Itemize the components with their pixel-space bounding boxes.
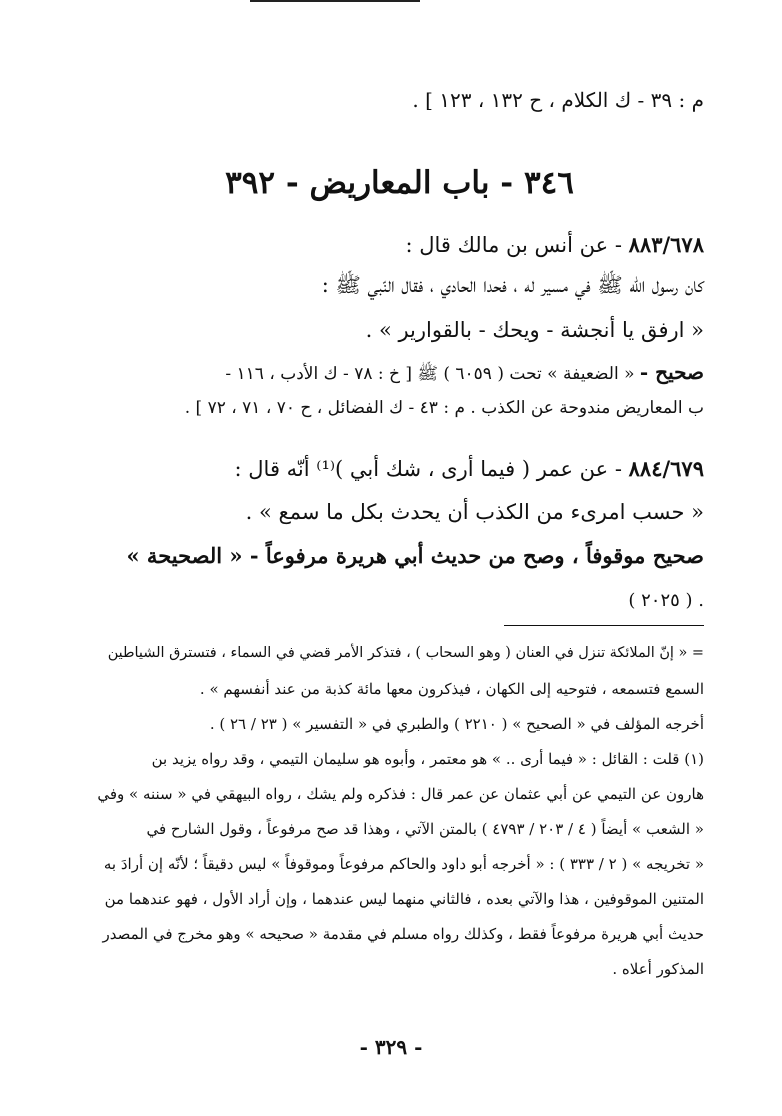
footnote-line: = « إنّ الملائكة تنزل في العنان ( وهو السحاب ) ، فتذكر الأمر قضي في السماء ، فتسترق الشياطين: [107, 645, 704, 661]
footnote-line: هارون عن التيمي عن أبي عثمان عن عمر قال : فذكره ولم يشك ، رواه البيهقي في « سننه » وفي: [97, 785, 704, 803]
hadith-2-intro: - عن عمر ( فيما أرى ، شك أبي )⁽¹⁾ أنّه قال :: [234, 457, 622, 481]
hadith-2-grade-line-2: . ( ٢٠٢٥ ): [628, 590, 704, 611]
footnote-line: المتنين الموقوفين ، هذا والآتي بعده ، فالثاني منهما ليس عندهما ، وإن أراد الأول ، فهو عندهما من: [104, 890, 704, 908]
reference-line: م : ٣٩ - ك الكلام ، ح ١٣٢ ، ١٢٣ ] .: [412, 88, 704, 112]
footnote-line: « الشعب » أيضاً ( ٤ / ٢٠٣ / ٤٧٩٣ ) بالمتن الآتي ، وهذا قد صح مرفوعاً ، وقول الشارح في: [146, 820, 704, 838]
hadith-2-grade-line-1: صحيح موقوفاً ، وصح من حديث أبي هريرة مرفوعاً - « الصحيحة »: [126, 543, 704, 568]
footnote-line: المذكور أعلاه .: [612, 960, 704, 978]
footnote-line: أخرجه المؤلف في « الصحيح » ( ٢٢١٠ ) والطبري في « التفسير » ( ٢٣ / ٢٦ ) .: [209, 715, 704, 733]
page-number: - ٣٢٩ -: [359, 1035, 423, 1059]
hadith-1-text-line-2: « ارفق يا أنجشة - ويحك - بالقوارير » .: [365, 318, 704, 342]
hadith-1-grade-line-1: [225, 360, 704, 388]
hadith-2-number: ٨٨٤/٦٧٩: [628, 456, 704, 481]
hadith-1-number: ٨٨٣/٦٧٨: [628, 232, 704, 257]
footnote-line: السمع فتسمعه ، فتوحيه إلى الكهان ، فيذكرون معها مائة كذبة من عند أنفسهم » .: [199, 680, 704, 698]
hadith-2-header: [235, 456, 704, 481]
footnote-line: حديث أبي هريرة مرفوعاً فقط ، وكذلك رواه مسلم في مقدمة « صحيحه » وهو مخرج في المصدر: [102, 925, 704, 943]
chapter-title: ٣٤٦ - باب المعاريض - ٣٩٢: [225, 165, 574, 201]
top-rule: [250, 0, 420, 2]
hadith-1-grade-line-2: ب المعاريض مندوحة عن الكذب . م : ٤٣ - ك الفضائل ، ح ٧٠ ، ٧١ ، ٧٢ ] .: [184, 398, 704, 418]
footnote-line: « تخريجه » ( ٢ / ٣٣٣ ) : « أخرجه أبو داود والحاكم مرفوعاً وموقوفاً » ليس دقيقاً ؛ لأنّه إن أرادَ به: [103, 855, 704, 873]
footnote-line: (١) قلت : القائل : « فيما أرى .. » هو معتمر ، وأبوه هو سليمان التيمي ، وقد رواه يزيد بن: [151, 750, 704, 768]
footnote-separator: [504, 625, 704, 626]
hadith-1-grade-label: صحيح -: [639, 360, 704, 384]
hadith-1-header: [405, 232, 704, 257]
hadith-1-text-line-1: كان رسول الله ﷺ في مسير له ، فحدا الحادي ، فقال النّبي ﷺ :: [321, 273, 704, 297]
hadith-2-text-line-1: « حسب امرىء من الكذب أن يحدث بكل ما سمع » .: [245, 500, 704, 524]
hadith-1-grade-source: « الضعيفة » تحت ( ٦٠٥٩ ) ﷺ [ خ : ٧٨ - ك الأدب ، ١١٦ -: [225, 364, 635, 384]
hadith-1-intro: - عن أنس بن مالك قال :: [405, 233, 622, 257]
